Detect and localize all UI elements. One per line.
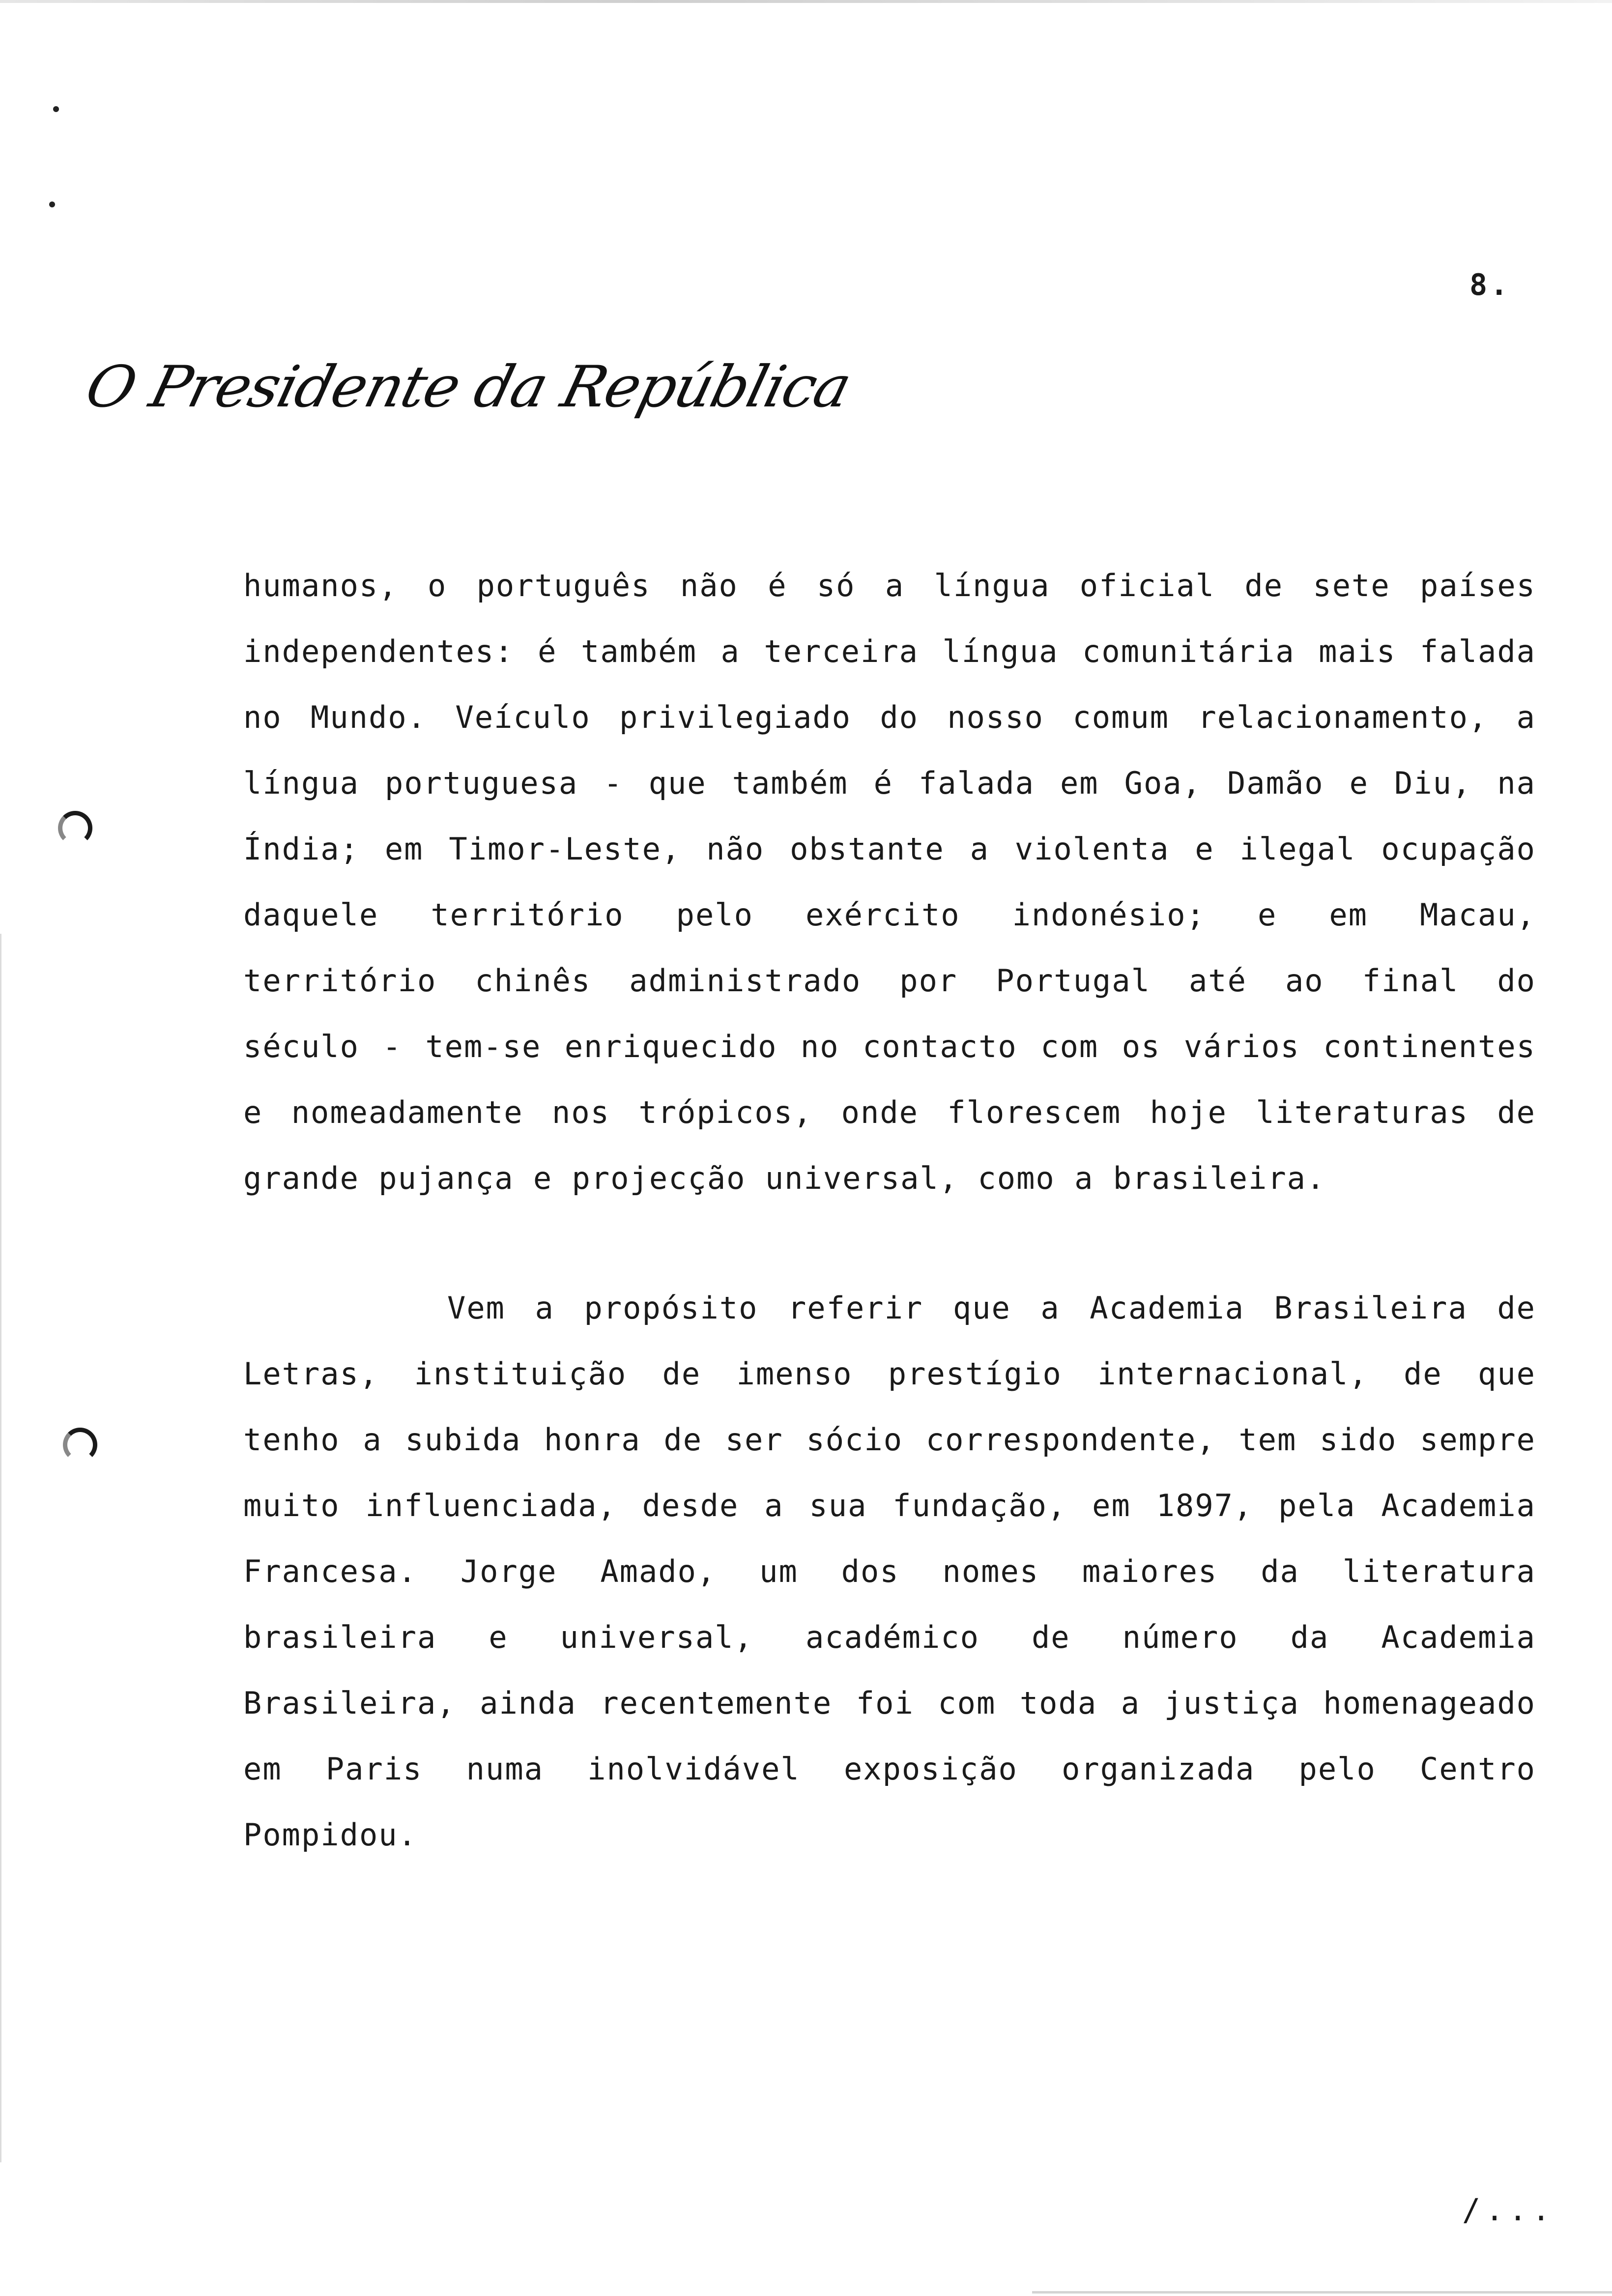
text-line: língua portuguesa - que também é falada em Goa, Damão e Diu, na [243, 765, 1536, 801]
text-line: território chinês administrado por Portugal até ao final do [243, 963, 1536, 999]
text-line: Brasileira, ainda recentemente foi com toda a justiça homenageado [243, 1685, 1536, 1721]
scan-speck [53, 106, 59, 112]
scan-speck [49, 201, 55, 207]
text-line: e nomeadamente nos trópicos, onde florescem hoje literaturas de [243, 1094, 1536, 1130]
page-number: 8. [1469, 268, 1511, 302]
text-line: muito influenciada, desde a sua fundação, em 1897, pela Academia [243, 1488, 1536, 1523]
text-line: Vem a propósito referir que a Academia Brasileira de [447, 1290, 1536, 1326]
text-line: humanos, o português não é só a língua oficial de sete países [243, 568, 1536, 603]
text-line: independentes: é também a terceira língua comunitária mais falada [243, 633, 1536, 669]
continuation-mark: /... [1462, 2192, 1555, 2228]
text-line: daquele território pelo exército indonésio; e em Macau, [243, 897, 1536, 933]
text-line: tenho a subida honra de ser sócio correspondente, tem sido sempre [243, 1422, 1536, 1458]
text-line: grande pujança e projecção universal, como a brasileira. [243, 1160, 1326, 1196]
paragraph-2 [243, 1275, 1536, 1868]
scan-bottom-edge [1032, 2291, 1612, 2294]
scan-left-edge [0, 934, 1, 2162]
text-line: Letras, instituição de imenso prestígio internacional, de que [243, 1356, 1536, 1392]
scan-top-edge [0, 0, 1612, 3]
paragraph-1 [243, 553, 1536, 1211]
text-line: século - tem-se enriquecido no contacto com os vários continentes [243, 1029, 1536, 1064]
text-line: brasileira e universal, académico de número da Academia [243, 1619, 1536, 1655]
text-line: Índia; em Timor-Leste, não obstante a violenta e ilegal ocupação [243, 831, 1536, 867]
text-line: em Paris numa inolvidável exposição organizada pelo Centro [243, 1751, 1536, 1787]
text-line: Francesa. Jorge Amado, um dos nomes maiores da literatura [243, 1553, 1536, 1589]
punch-hole-icon [63, 1428, 97, 1462]
text-line: no Mundo. Veículo privilegiado do nosso comum relacionamento, a [243, 699, 1536, 735]
letterhead-title: O Presidente da República [79, 354, 857, 420]
text-line: Pompidou. [243, 1817, 417, 1853]
punch-hole-icon [58, 811, 92, 845]
